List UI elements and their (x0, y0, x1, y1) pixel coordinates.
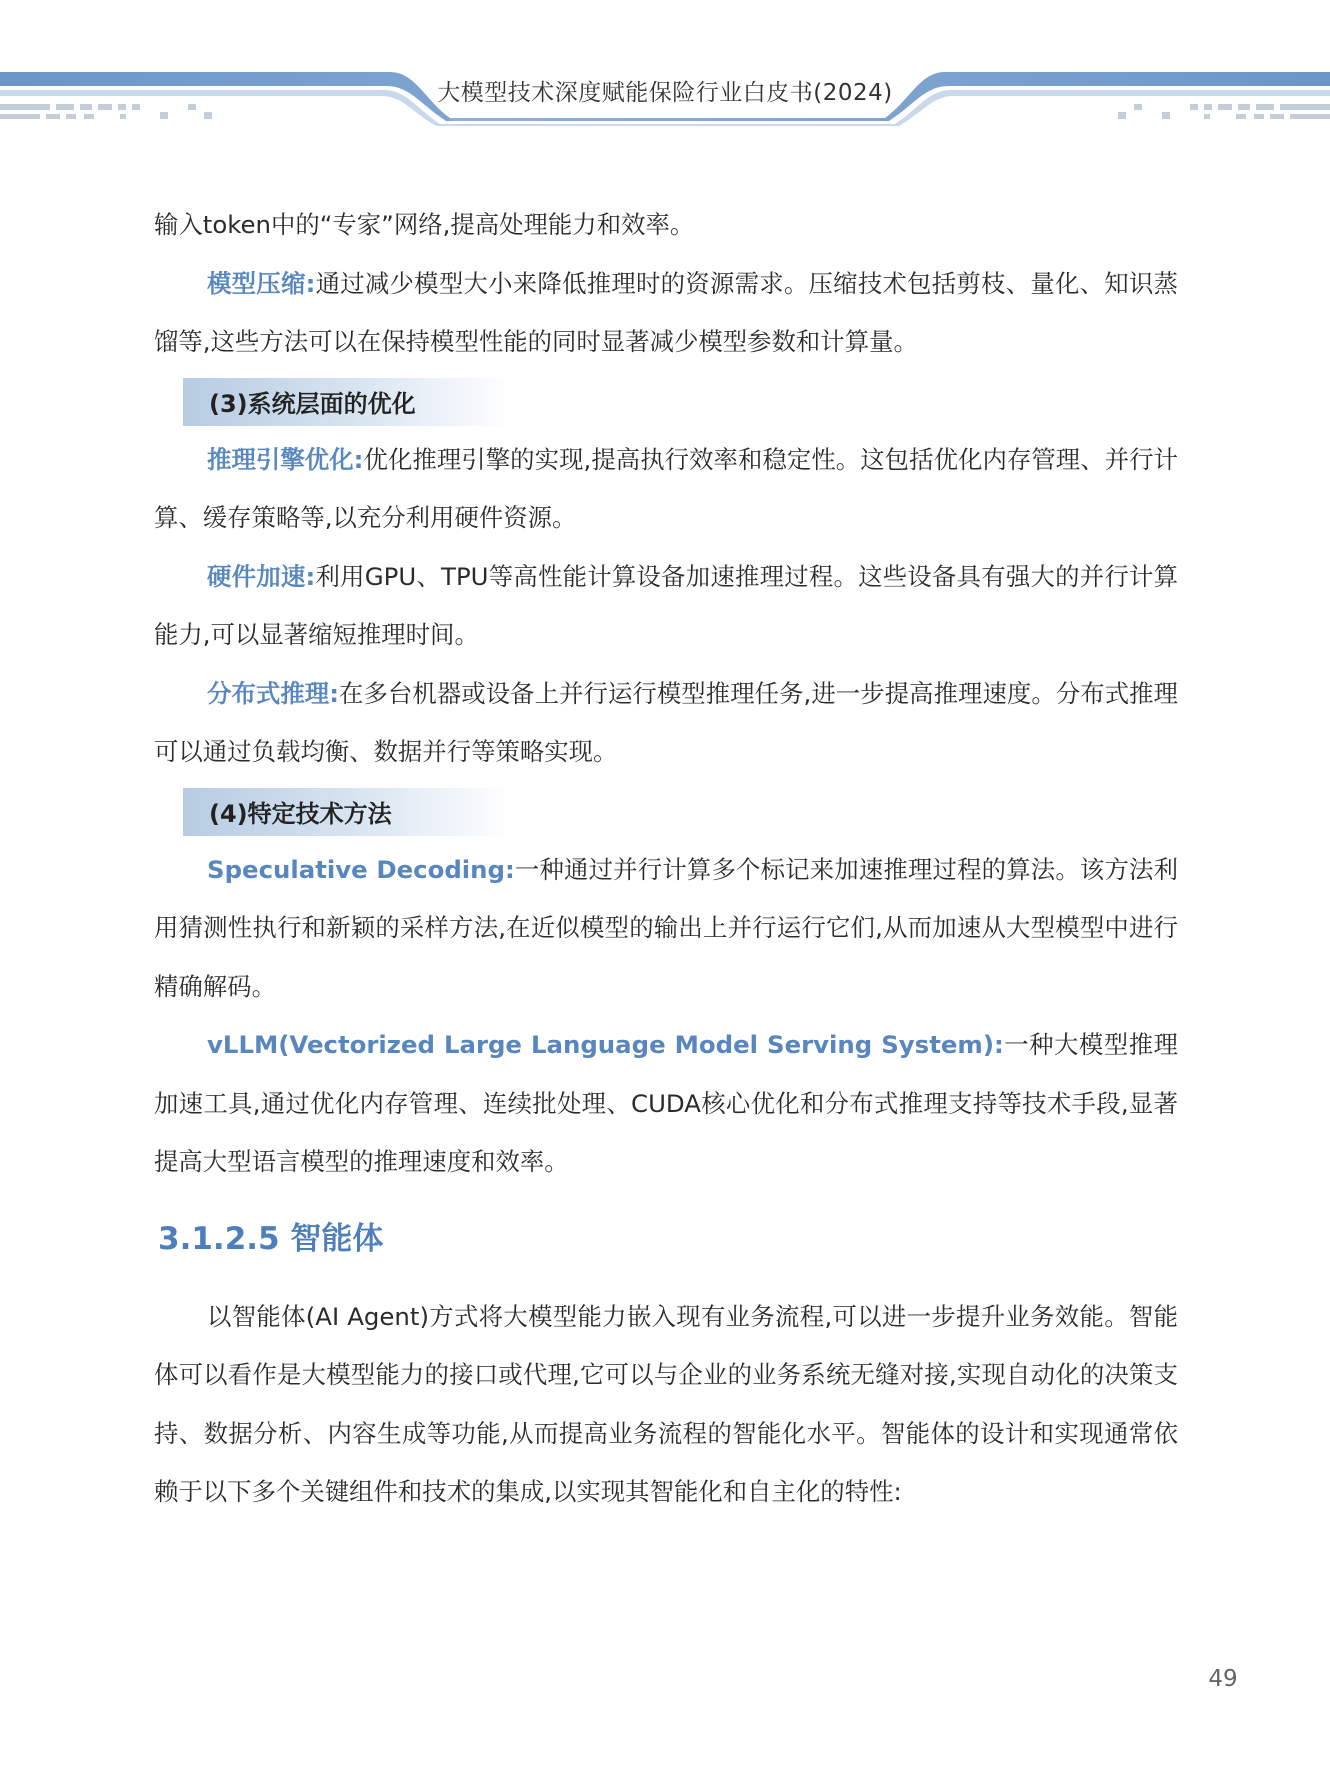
term-vllm: vLLM(Vectorized Large Language Model Serving System): (207, 1030, 1004, 1059)
page-header (0, 0, 1330, 140)
header-banner-graphic (0, 0, 1330, 140)
term-speculative-decoding: Speculative Decoding: (207, 854, 515, 884)
paragraph-moe-continuation: 输入token中的“专家”网络,提高处理能力和效率。 (154, 210, 695, 239)
paragraph-model-compression (154, 255, 1178, 372)
subheading-label: (4)特定技术方法 (209, 800, 392, 828)
term-inference-engine: 推理引擎优化: (207, 444, 364, 474)
paragraph-text: 优化推理引擎的实现,提高执行效率和稳定性。这包括优化内存管理、并行计算、缓存策略等,以充分利用硬件资源。 (154, 444, 1178, 532)
running-header-title: 大模型技术深度赋能保险行业白皮书(2024) (437, 80, 893, 106)
paragraph-text: 一种大模型推理加速工具,通过优化内存管理、连续批处理、CUDA核心优化和分布式推理支持等技术手段,显著提高大型语言模型的推理速度和效率。 (154, 1030, 1178, 1176)
paragraph-inference-engine (154, 431, 1178, 548)
paragraph-distributed-inference (154, 665, 1178, 782)
page-number: 49 (1208, 1666, 1238, 1692)
paragraph-text: 通过减少模型大小来降低推理时的资源需求。压缩技术包括剪枝、量化、知识蒸馏等,这些方法可以在保持模型性能的同时显著减少模型参数和计算量。 (154, 268, 1178, 356)
section-heading-agent: 3.1.2.5 智能体 (158, 1220, 384, 1257)
subheading-system-level (183, 378, 513, 426)
paragraph-text: 在多台机器或设备上并行运行模型推理任务,进一步提高推理速度。分布式推理可以通过负载均衡、数据并行等策略实现。 (154, 678, 1178, 766)
paragraph-vllm (154, 1016, 1178, 1192)
term-distributed-inference: 分布式推理: (207, 678, 339, 708)
term-model-compression: 模型压缩: (207, 268, 316, 298)
paragraph-text: 利用GPU、TPU等高性能计算设备加速推理过程。这些设备具有强大的并行计算能力,可以显著缩短推理时间。 (154, 561, 1178, 649)
paragraph-text: 一种通过并行计算多个标记来加速推理过程的算法。该方法利用猜测性执行和新颖的采样方法,在近似模型的输出上并行运行它们,从而加速从大型模型中进行精确解码。 (154, 854, 1178, 1001)
paragraph-speculative-decoding (154, 841, 1178, 1017)
paragraph-hardware-acceleration (154, 548, 1178, 665)
paragraph-agent-intro: 以智能体(AI Agent)方式将大模型能力嵌入现有业务流程,可以进一步提升业务效能。智能体可以看作是大模型能力的接口或代理,它可以与企业的业务系统无缝对接,实现自动化的决策支持、数据分析、内容生成等功能,从而提高业务流程的智能化水平。智能体的设计和实现通常依赖于以下多个关键组件和技术的集成,以实现其智能化和自主化的特性: (154, 1301, 1178, 1506)
subheading-label: (3)系统层面的优化 (209, 390, 416, 418)
term-hardware-acceleration: 硬件加速: (207, 561, 316, 591)
subheading-specific-techniques (183, 788, 513, 836)
page-body (154, 196, 1178, 1522)
